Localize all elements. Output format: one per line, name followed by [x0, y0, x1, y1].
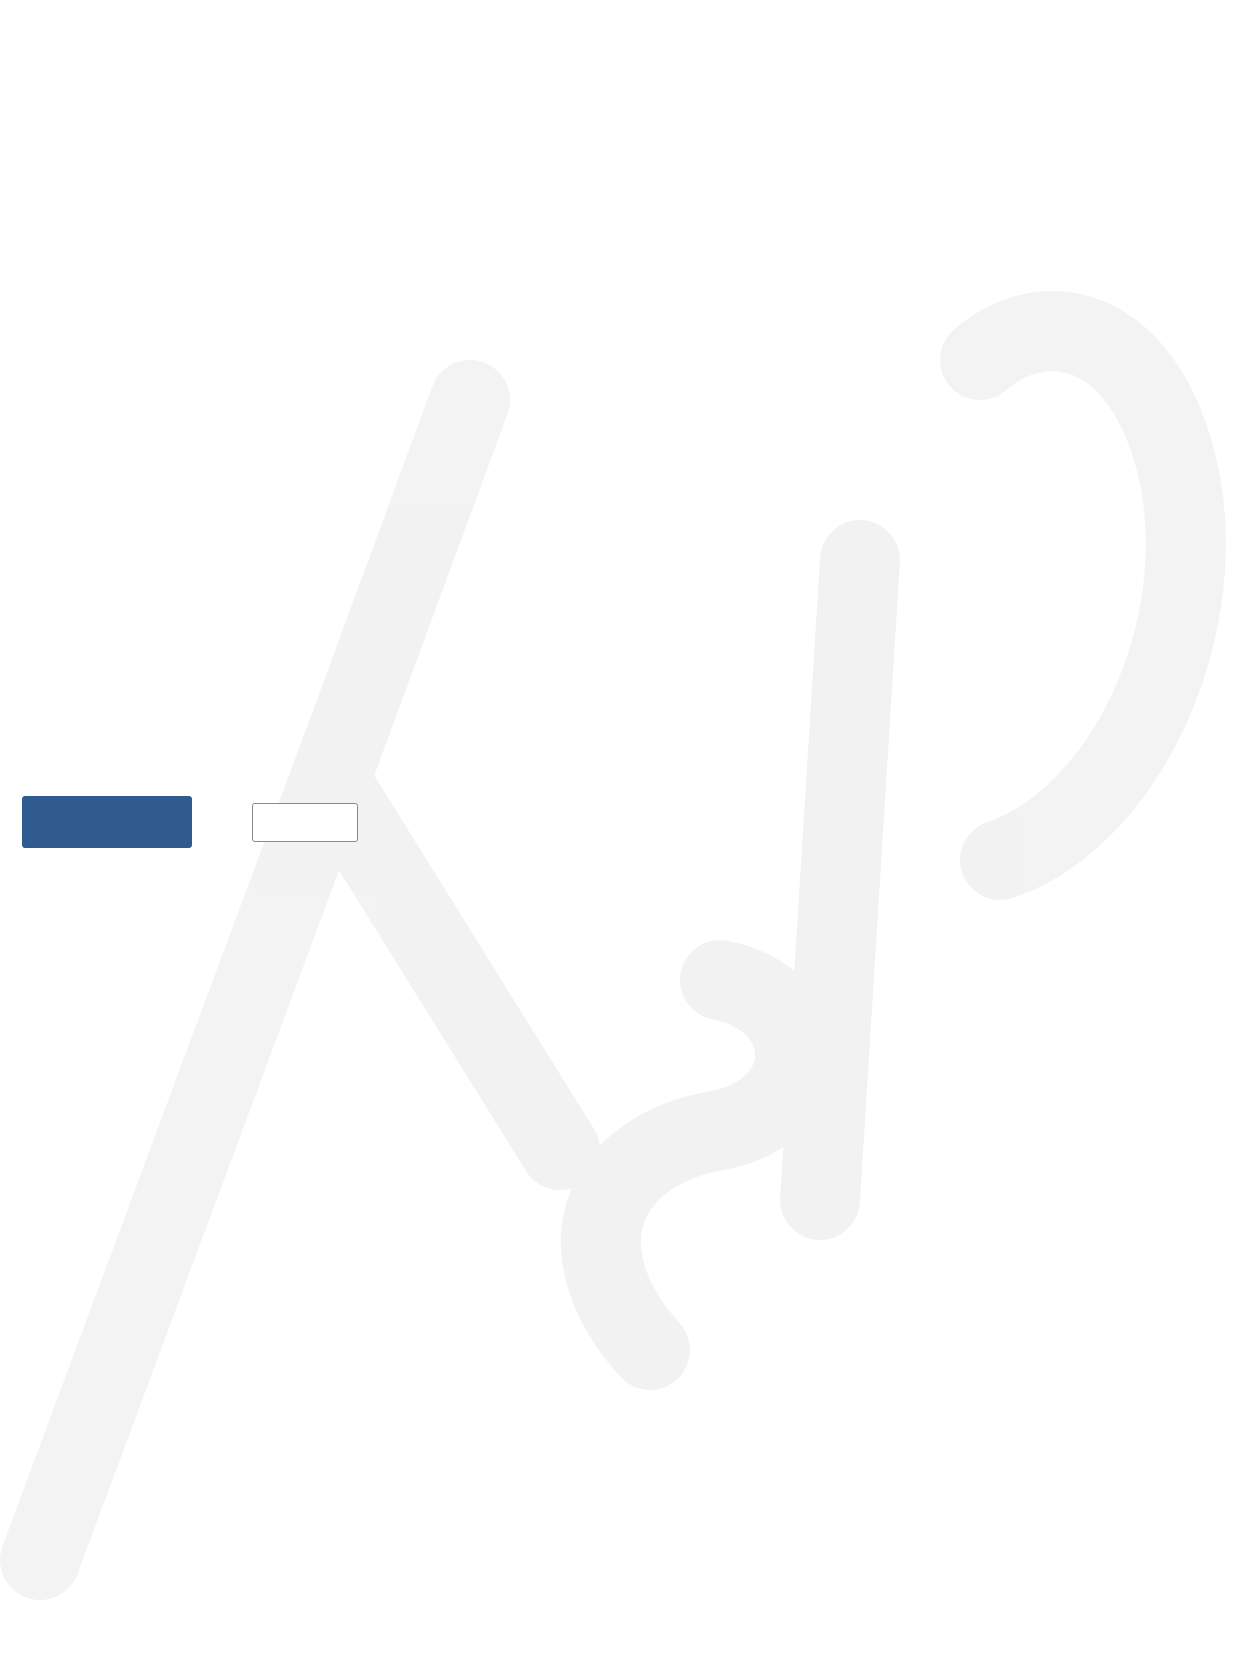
main-topic-node[interactable]: [252, 803, 358, 842]
root-node[interactable]: [22, 796, 192, 848]
